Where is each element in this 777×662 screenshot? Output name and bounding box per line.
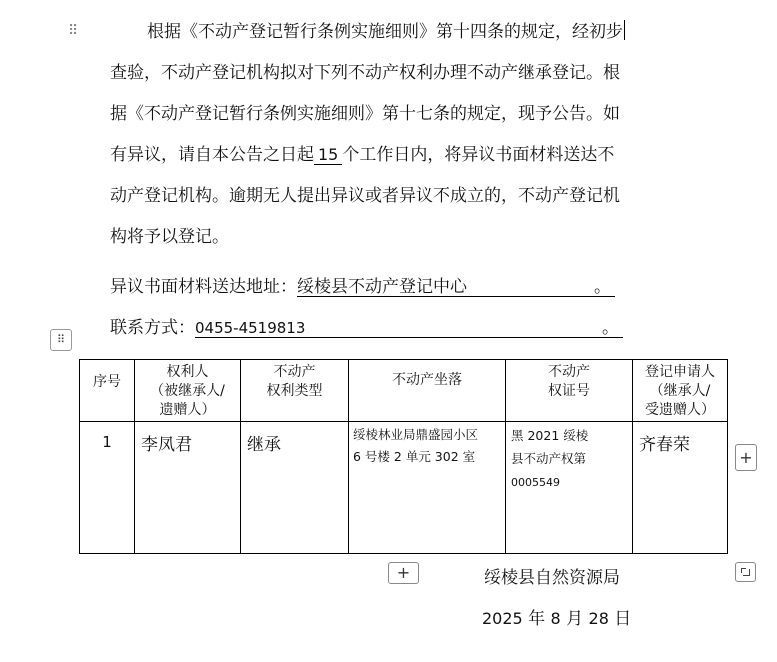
table-row	[80, 422, 728, 554]
address-label: 异议书面材料送达地址：	[110, 277, 297, 297]
notice-line-3: 据《不动产登记暂行条例实施细则》第十七条的规定，现予公告。如	[110, 104, 620, 124]
add-row-button[interactable]: +	[388, 562, 419, 584]
cell-holder[interactable]	[135, 422, 241, 554]
cell-cert-text	[506, 422, 632, 496]
date-month: 8	[550, 609, 561, 628]
cell-cert-line-1: 黑 2021 绥棱	[511, 428, 589, 443]
cell-location-text	[349, 422, 505, 470]
notice-paragraph	[110, 12, 670, 258]
contact-end: 。	[602, 318, 619, 338]
address-end: 。	[594, 277, 611, 297]
cell-applicant[interactable]	[633, 422, 728, 554]
header-holder-line-2: （被继承人/	[150, 383, 225, 399]
issuing-organization: 绥棱县自然资源局	[484, 568, 620, 588]
notice-line-6: 构将予以登记。	[110, 227, 229, 247]
header-cert-line-1: 不动产	[548, 364, 590, 380]
notice-line-4	[110, 135, 670, 176]
date-month-unit: 月	[566, 609, 584, 629]
header-right-type	[241, 360, 349, 422]
table-move-handle-icon[interactable]: ⠿	[50, 329, 72, 351]
contact-line	[110, 313, 623, 338]
header-applicant-line-3: 受遗赠人）	[645, 402, 715, 418]
date-year-unit: 年	[528, 609, 546, 629]
notice-line-2: 查验，不动产登记机构拟对下列不动产权利办理不动产继承登记。根	[110, 63, 620, 83]
cell-cert-line-2: 县不动产权第	[511, 451, 587, 466]
table-resize-icon[interactable]	[735, 562, 756, 582]
header-seq	[80, 360, 135, 422]
add-column-button[interactable]: +	[735, 444, 757, 471]
notice-date	[482, 604, 631, 629]
date-year: 2025	[482, 609, 523, 628]
header-holder-line-3: 遗赠人）	[159, 402, 216, 418]
header-location	[349, 360, 506, 422]
header-holder	[135, 360, 241, 422]
registration-table	[79, 359, 728, 554]
notice-line-5: 动产登记机构。逾期无人提出异议或者异议不成立的，不动产登记机	[110, 186, 620, 206]
objection-days-value: 15	[314, 146, 342, 165]
header-certificate	[506, 360, 633, 422]
notice-line-1	[110, 12, 670, 53]
address-value: 绥棱县不动产登记中心	[297, 277, 467, 297]
cell-seq[interactable]	[80, 422, 135, 554]
address-value-field	[297, 278, 615, 297]
header-holder-line-1: 权利人	[166, 364, 209, 380]
cell-location[interactable]	[349, 422, 506, 554]
notice-line-4-suffix: 个工作日内，将异议书面材料送达不	[342, 145, 615, 165]
cell-location-line-2: 6 号楼 2 单元 302 室	[353, 449, 476, 464]
contact-label: 联系方式：	[110, 318, 195, 338]
header-type-line-1: 不动产	[273, 364, 316, 380]
table-header-row	[80, 360, 728, 422]
cell-seq-text: 1	[102, 433, 112, 451]
notice-line-4-prefix: 有异议，请自本公告之日起	[110, 145, 314, 165]
header-applicant-line-1: 登记申请人	[645, 364, 715, 380]
header-applicant	[633, 360, 728, 422]
contact-value-field	[195, 319, 623, 338]
text-cursor	[624, 20, 625, 40]
date-day: 28	[588, 609, 609, 628]
cell-location-line-1: 绥棱林业局鼎盛园小区	[353, 427, 479, 442]
date-day-unit: 日	[614, 609, 632, 629]
header-applicant-line-2: （继承人/	[649, 383, 711, 399]
paragraph-drag-handle-icon[interactable]: ⠿	[68, 23, 78, 39]
header-seq-text: 序号	[93, 374, 121, 390]
cell-cert-line-3: 0005549	[511, 476, 560, 489]
cell-applicant-text: 齐春荣	[639, 435, 690, 455]
header-cert-line-2: 权证号	[548, 383, 590, 399]
contact-value: 0455-4519813	[195, 319, 306, 337]
cell-holder-text: 李凤君	[141, 435, 192, 455]
notice-line-1-text: 根据《不动产登记暂行条例实施细则》第十四条的规定，经初步	[147, 22, 623, 42]
cell-right-type[interactable]	[241, 422, 349, 554]
address-line	[110, 272, 615, 297]
cell-certificate[interactable]	[506, 422, 633, 554]
cell-type-text: 继承	[247, 435, 281, 455]
header-location-text: 不动产坐落	[392, 372, 462, 388]
header-type-line-2: 权利类型	[266, 383, 323, 399]
